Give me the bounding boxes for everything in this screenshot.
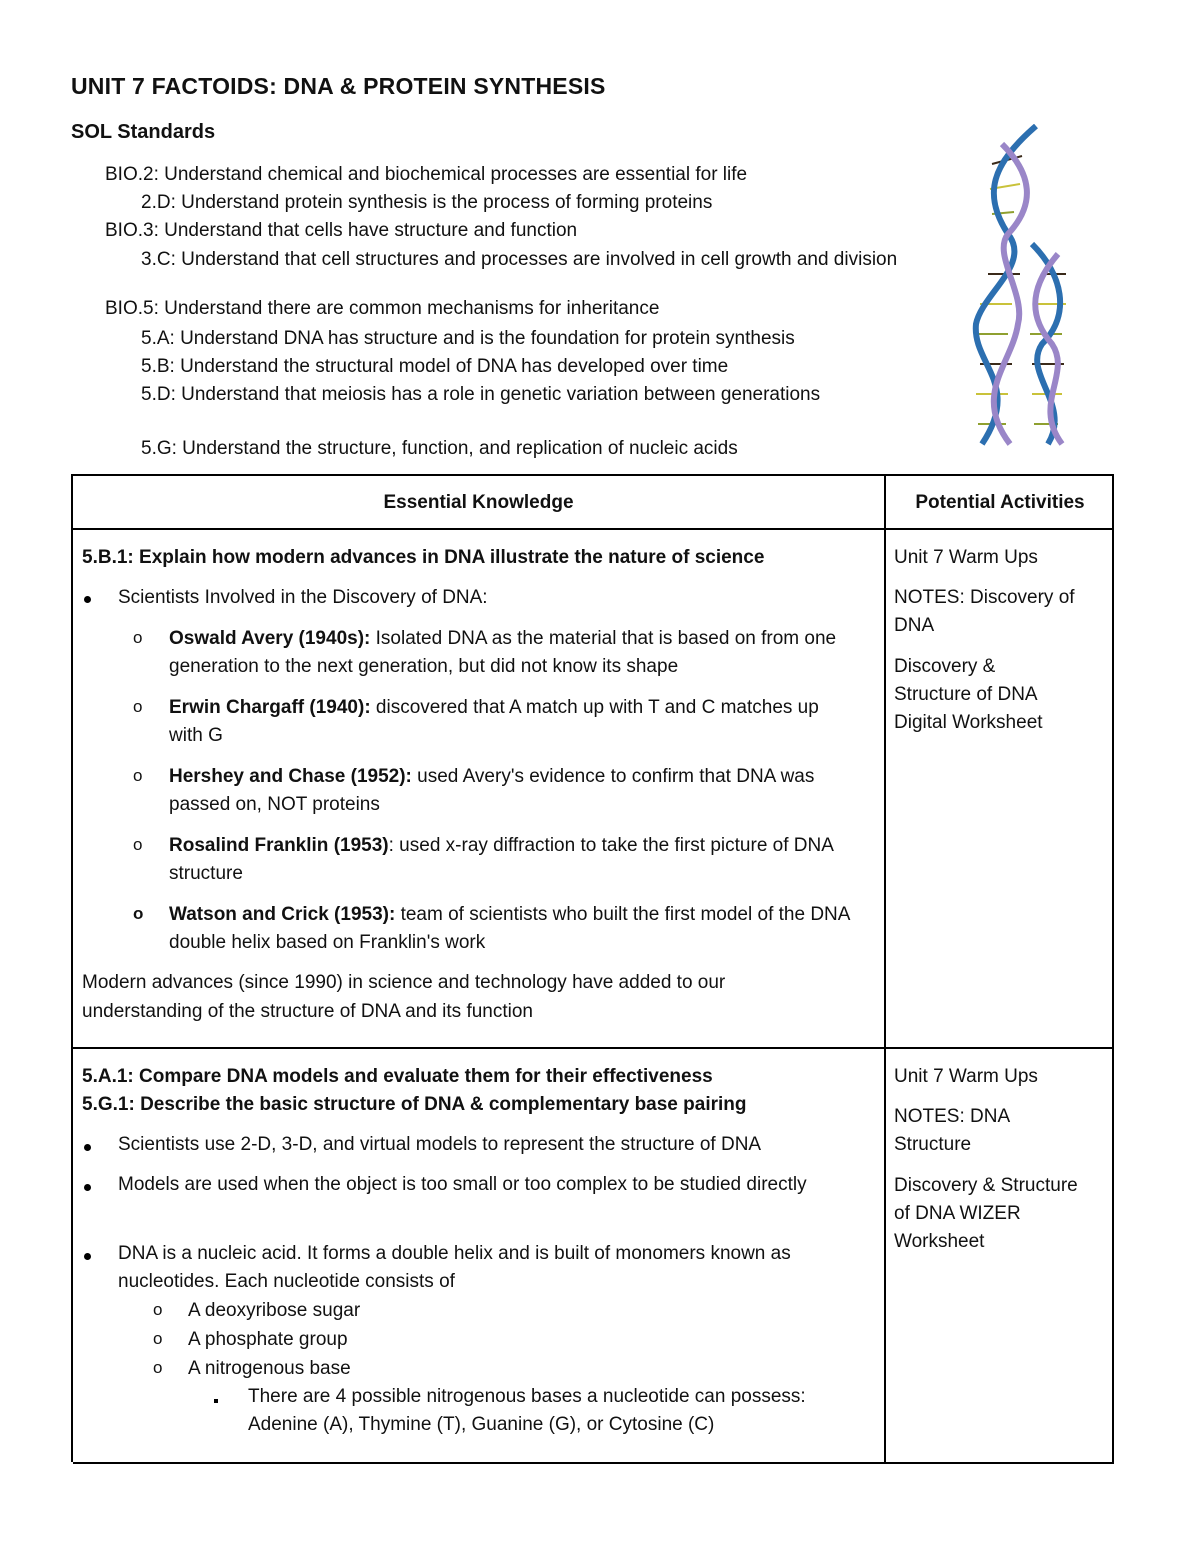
row1-bullet: Scientists Involved in the Discovery of DNA: (118, 587, 488, 608)
scientist-desc: discovered that A match up with T and C matches up with G (169, 697, 819, 746)
sol-item: 2.D: Understand protein synthesis is the process of forming proteins (141, 192, 713, 213)
scientist-name: Watson and Crick (1953): (169, 904, 396, 925)
scientist-desc: Isolated DNA as the material that is based on from one generation to the next generation, but did not know its shape (169, 628, 837, 677)
header-essential-knowledge: Essential Knowledge (383, 492, 574, 513)
activity-link[interactable]: Discovery & Structure of DNA WIZER Worksheet (894, 1175, 1078, 1252)
sol-item: BIO.3: Understand that cells have structure and function (105, 220, 578, 241)
activity-link[interactable]: Unit 7 Warm Ups (894, 1066, 1038, 1087)
scientist-desc: team of scientists who built the first model of the DNA double helix based on Franklin's work (169, 904, 850, 953)
sol-item: BIO.2: Understand chemical and biochemical processes are essential for life (105, 164, 748, 185)
page-title: UNIT 7 FACTOIDS: DNA & PROTEIN SYNTHESIS (71, 73, 606, 99)
knowledge-table (71, 474, 1114, 1462)
row2-heading-1: 5.A.1: Compare DNA models and evaluate them for their effectiveness (82, 1066, 713, 1087)
circle-bullet-icon: o (153, 1300, 163, 1319)
nucleotide-part: A phosphate group (188, 1329, 348, 1350)
scientist-name: Oswald Avery (1940s): (169, 628, 371, 649)
sol-heading: SOL Standards (71, 121, 216, 143)
scientist-entry (169, 832, 869, 888)
bases-note: There are 4 possible nitrogenous bases a nucleotide can possess: Adenine (A), Thymine (T), Guanine (G), or Cytosine (C) (248, 1386, 806, 1435)
bullet-dot-icon (84, 1253, 91, 1260)
activity-link[interactable]: NOTES: Discovery of DNA (894, 587, 1075, 636)
scientist-entry (169, 625, 869, 681)
sol-item: 5.G: Understand the structure, function, and replication of nucleic acids (141, 438, 738, 459)
header-potential-activities: Potential Activities (915, 492, 1085, 513)
sol-item: BIO.5: Understand there are common mechanisms for inheritance (105, 298, 660, 319)
row2-heading-2: 5.G.1: Describe the basic structure of DNA & complementary base pairing (82, 1094, 747, 1115)
circle-bullet-icon: o (133, 904, 144, 923)
bullet-dot-icon (84, 1144, 91, 1151)
nucleotide-part: A deoxyribose sugar (188, 1300, 361, 1321)
row2-bullet: Models are used when the object is too small or too complex to be studied directly (118, 1174, 807, 1195)
row1-outro: Modern advances (since 1990) in science and technology have added to our understanding of the structure of DNA and its function (82, 972, 726, 1022)
bullet-dot-icon (84, 596, 91, 603)
scientist-name: Erwin Chargaff (1940): (169, 697, 371, 718)
scientist-name: Rosalind Franklin (1953) (169, 835, 389, 856)
scientist-desc: used Avery's evidence to confirm that DNA was passed on, NOT proteins (169, 766, 815, 815)
scientist-entry (169, 694, 829, 750)
scientist-entry (169, 763, 869, 819)
sol-item: 5.B: Understand the structural model of DNA has developed over time (141, 356, 729, 377)
bullet-dot-icon (84, 1184, 91, 1191)
circle-bullet-icon: o (133, 697, 143, 716)
nucleotide-part: A nitrogenous base (188, 1358, 351, 1379)
row1-heading: 5.B.1: Explain how modern advances in DNA illustrate the nature of science (82, 547, 765, 568)
activity-link[interactable]: NOTES: DNA Structure (894, 1106, 1010, 1155)
row2-bullet: DNA is a nucleic acid. It forms a double helix and is built of monomers known as nucleotides. Each nucleotide consists of (118, 1243, 791, 1292)
scientist-entry (169, 901, 869, 957)
sol-item: 3.C: Understand that cell structures and processes are involved in cell growth and division (141, 249, 898, 270)
square-bullet-icon (214, 1399, 218, 1403)
circle-bullet-icon: o (133, 628, 143, 647)
activity-link[interactable]: Unit 7 Warm Ups (894, 547, 1038, 568)
circle-bullet-icon: o (153, 1358, 163, 1377)
scientist-name: Hershey and Chase (1952): (169, 766, 412, 787)
scientist-desc: : used x-ray diffraction to take the first picture of DNA structure (169, 835, 833, 884)
circle-bullet-icon: o (133, 835, 143, 854)
dna-helix-image (962, 124, 1082, 454)
row2-bullet: Scientists use 2-D, 3-D, and virtual models to represent the structure of DNA (118, 1134, 762, 1155)
circle-bullet-icon: o (133, 766, 143, 785)
sol-item: 5.A: Understand DNA has structure and is the foundation for protein synthesis (141, 328, 795, 349)
sol-item: 5.D: Understand that meiosis has a role in genetic variation between generations (141, 384, 821, 405)
circle-bullet-icon: o (153, 1329, 163, 1348)
activity-link[interactable]: Discovery & Structure of DNA Digital Worksheet (894, 656, 1043, 733)
